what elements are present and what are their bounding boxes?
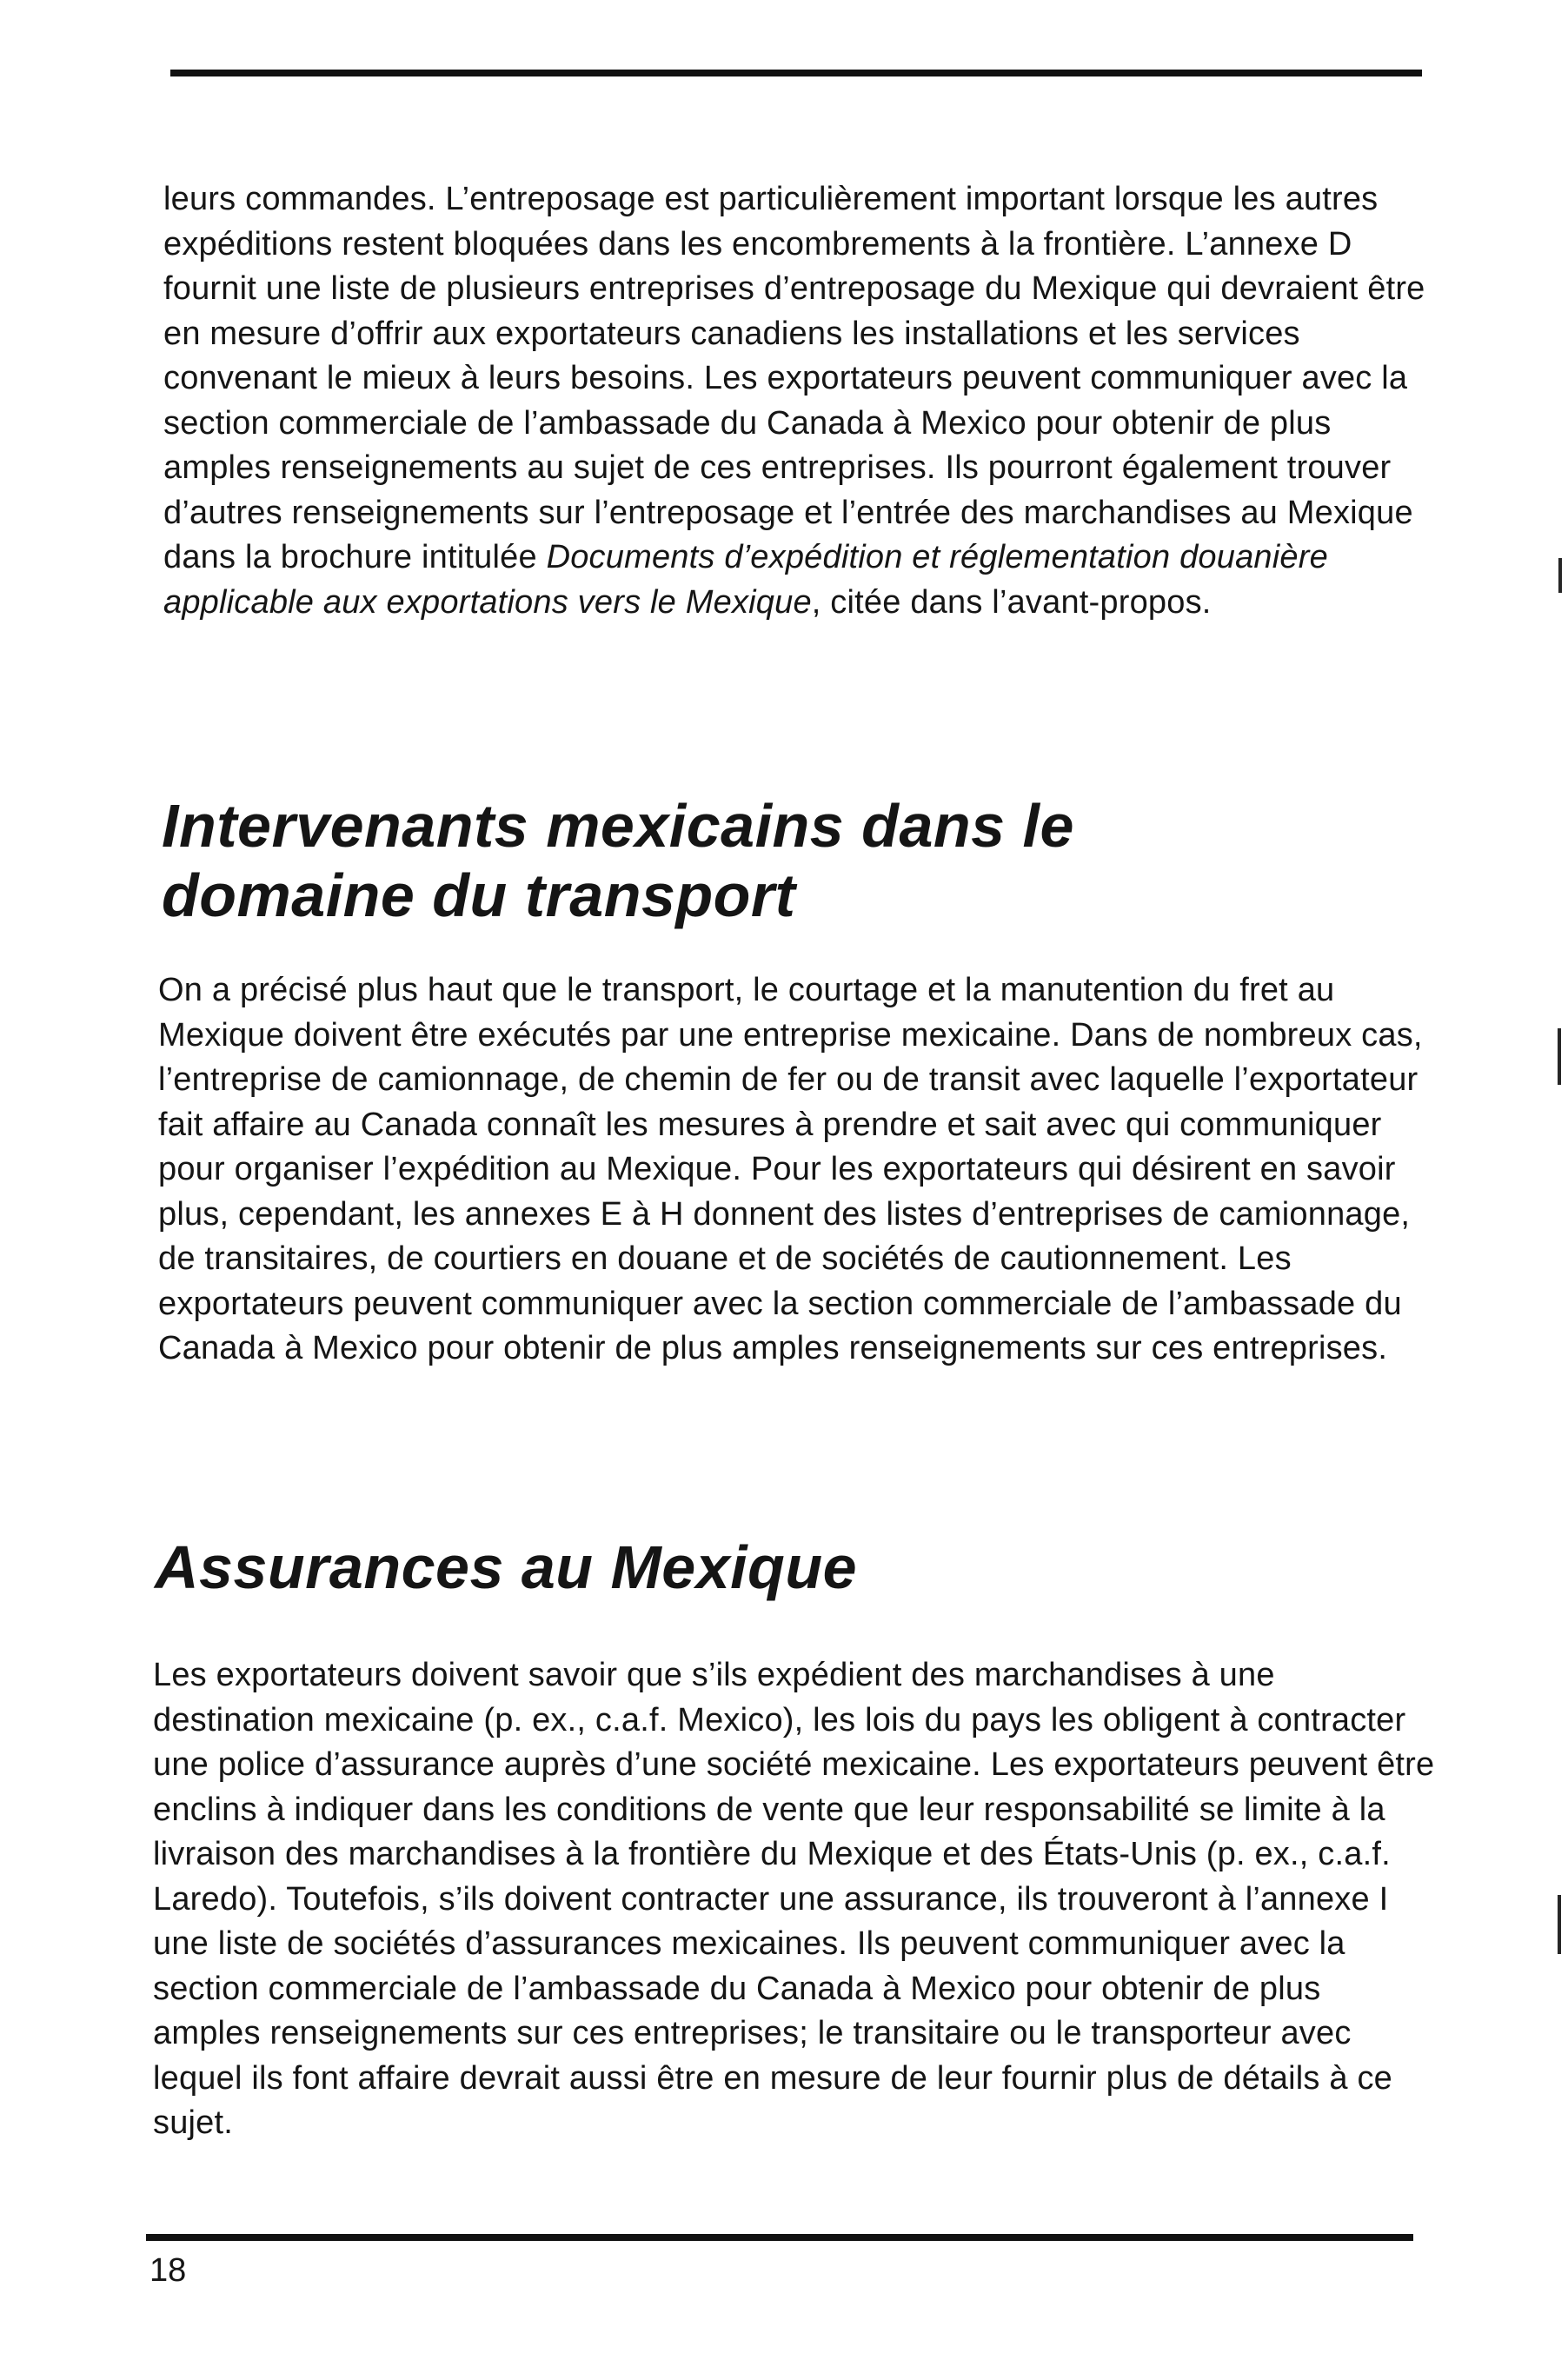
intro-paragraph — [163, 177, 1432, 625]
intro-paragraph-text: leurs commandes. L’entreposage est particulièrement important lorsque les autres expéditions restent bloquées dans les encombrements à la frontière. L’annexe D fournit une liste de plusieurs entreprises d’entreposage du Mexique qui devraient être en mesure d’offrir aux exportateurs canadiens les installations et les services convenant le mieux à leurs besoins. Les exportateurs peuvent communiquer avec la section commerciale de l’ambassade du Canada à Mexico pour obtenir de plus amples renseignements au sujet de ces entreprises. Ils pourront également trouver d’autres renseignements sur l’entreposage et l’entrée des marchandises au Mexique dans la brochure intitulée — [163, 181, 1425, 575]
page-number: 18 — [149, 2252, 187, 2289]
transport-paragraph: On a précisé plus haut que le transport, le courtage et la manutention du fret au Mexique doivent être exécutés par une entreprise mexicaine. Dans de nombreux cas, l’entreprise de camionnage, de chemin de fer ou de transit avec laquelle l’exportateur fait affaire au Canada connaît les mesures à prendre et sait avec qui communiquer pour organiser l’expédition au Mexique. Pour les exportateurs qui désirent en savoir plus, cependant, les annexes E à H donnent des listes d’entreprises de camionnage, de transitaires, de courtiers en douane et de sociétés de cautionnement. Les exportateurs peuvent communiquer avec la section commerciale de l’ambassade du Canada à Mexico pour obtenir de plus amples renseignements sur ces entreprises. — [158, 972, 1423, 1366]
scan-edge-mark — [1558, 558, 1562, 593]
insurance-section-heading: Assurances au Mexique — [155, 1533, 858, 1601]
bottom-rule — [146, 2234, 1413, 2241]
transport-heading-line-1: Intervenants mexicains dans le — [162, 792, 1074, 860]
brochure-title: Documents d’expédition et réglementation douanière applicable aux exportations vers le Mexique — [163, 539, 1328, 621]
insurance-paragraph: Les exportateurs doivent savoir que s’ils expédient des marchandises à une destination mexicaine (p. ex., c.a.f. Mexico), les lois du pays les obligent à contracter une police d’assurance auprès d’une société mexicaine. Les exportateurs peuvent être enclins à indiquer dans les conditions de vente que leur responsabilité se limite à la livraison des marchandises à la frontière du Mexique et des États-Unis (p. ex., c.a.f. Laredo). Toutefois, s’ils doivent contracter une assurance, ils trouveront à l’annexe I une liste de sociétés d’assurances mexicaines. Ils peuvent communiquer avec la section commerciale de l’ambassade du Canada à Mexico pour obtenir de plus amples renseignements sur ces entreprises; le transitaire ou le transporteur avec lequel ils font affaire devrait aussi être en mesure de leur fournir plus de détails à ce sujet. — [153, 1657, 1435, 2141]
scan-edge-mark — [1558, 1028, 1561, 1085]
transport-section-heading — [162, 791, 1292, 930]
scan-edge-mark — [1558, 1895, 1561, 1954]
intro-paragraph-ending: , citée dans l’avant-propos. — [811, 583, 1212, 621]
transport-heading-line-2: domaine du transport — [162, 861, 796, 929]
top-rule — [170, 70, 1422, 76]
